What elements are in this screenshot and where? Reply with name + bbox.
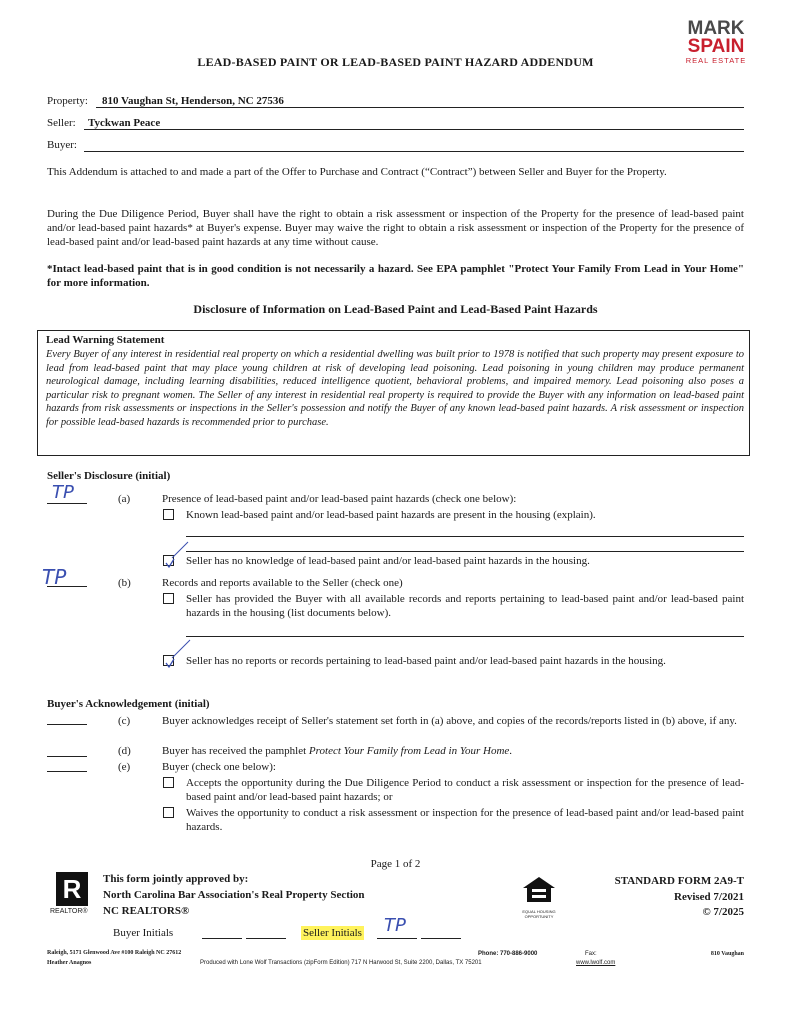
- agent-name: Heather Anagnos: [47, 960, 92, 966]
- option-waives: Waives the opportunity to conduct a risk assessment or inspection for the presence of lead-based paint and/or lead-based paint hazards.: [186, 807, 744, 833]
- approved-line-2: North Carolina Bar Association's Real Property Section: [103, 889, 365, 901]
- intro-paragraph-2: During the Due Diligence Period, Buyer shall have the right to obtain a risk assessment or inspection of the Property for the presence of lead-based paint and/or lead-based paint hazards* at Buyer's expense. Buyer may waive the right to obtain a risk assessment or inspection of the Property for the presence of lead-based paint and/or lead-based paint hazards at any time without cause.: [47, 208, 744, 248]
- item-b-label: (b): [118, 577, 131, 589]
- buyer-ack-heading: Buyer's Acknowledgement (initial): [47, 698, 210, 710]
- property-label: Property:: [47, 95, 88, 107]
- option-no-knowledge: Seller has no knowledge of lead-based paint and/or lead-based paint hazards in the housing.: [186, 555, 590, 567]
- realtor-logo: [56, 872, 88, 906]
- form-revised: Revised 7/2021: [674, 891, 744, 903]
- option-no-records: Seller has no reports or records pertaining to lead-based paint and/or lead-based paint hazards in the housing.: [186, 655, 666, 667]
- realtor-label: REALTOR®: [50, 908, 88, 915]
- option-records-provided: Seller has provided the Buyer with all available records and reports pertaining to lead-based paint and/or lead-based paint hazards in the housing (list documents below).: [186, 593, 744, 619]
- seller-disclosure-heading: Seller's Disclosure (initial): [47, 470, 171, 482]
- page-title: LEAD-BASED PAINT OR LEAD-BASED PAINT HAZARD ADDENDUM: [197, 55, 594, 69]
- item-d-text-post: .: [509, 745, 513, 757]
- file-reference: 810 Vaughan: [710, 951, 744, 957]
- checkbox-known-lead[interactable]: [163, 509, 174, 520]
- logo-mark: MARK: [687, 18, 745, 39]
- buyer-initials-line-1[interactable]: [202, 938, 242, 939]
- documents-line: [186, 636, 744, 637]
- checkbox-waives[interactable]: [163, 807, 174, 818]
- seller-initials-a: TP: [52, 482, 74, 503]
- office-phone: Phone: 770-886-9000: [478, 951, 538, 957]
- pamphlet-title: Protect Your Family from Lead in Your Home: [308, 745, 510, 757]
- seller-line: [84, 129, 744, 130]
- buyer-initials-line-2[interactable]: [246, 938, 286, 939]
- item-a-label: (a): [118, 493, 131, 505]
- item-d-text-pre: Buyer has received the pamphlet: [162, 745, 309, 757]
- office-address: Raleigh, 5171 Glenwood Ave #100 Raleigh NC 27612: [47, 950, 182, 956]
- seller-label: Seller:: [47, 117, 76, 129]
- option-accepts: Accepts the opportunity during the Due Diligence Period to conduct a risk assessment or inspection for the presence of lead-based paint and/or lead-based paint hazards; or: [186, 777, 744, 803]
- initial-line-b: [47, 586, 87, 587]
- initial-line-c[interactable]: [47, 724, 87, 725]
- seller-initials-footer: TP: [384, 915, 406, 936]
- page-number: Page 1 of 2: [370, 858, 421, 870]
- buyer-label: Buyer:: [47, 139, 77, 151]
- produced-with: Produced with Lone Wolf Transactions (zipForm Edition) 717 N Harwood St, Suite 2200, Dallas, TX 75201: [200, 960, 482, 966]
- item-d-text: [162, 744, 512, 758]
- option-known-lead: Known lead-based paint and/or lead-based paint hazards are present in the housing (explain).: [186, 509, 596, 521]
- property-line: [96, 107, 744, 108]
- checkbox-records-provided[interactable]: [163, 593, 174, 604]
- item-e-label: (e): [118, 761, 131, 773]
- item-e-text: Buyer (check one below):: [162, 761, 276, 773]
- intro-paragraph-1: This Addendum is attached to and made a part of the Offer to Purchase and Contract (“Contract”) between Seller and Buyer for the Property.: [47, 166, 667, 178]
- realtor-r-icon: R: [62, 874, 82, 904]
- item-d-label: (d): [118, 745, 131, 757]
- form-name: STANDARD FORM 2A9-T: [614, 875, 744, 887]
- buyer-line: [84, 151, 744, 152]
- intro-note: *Intact lead-based paint that is in good condition is not necessarily a hazard. See EPA pamphlet "Protect Your Family From Lead in Your Home" for more information.: [47, 263, 744, 289]
- lead-warning-text: Every Buyer of any interest in residential real property on which a residential dwelling was built prior to 1978 is notified that such property may present exposure to lead from lead-based paint that may place young children at risk of developing lead poisoning. Lead poisoning in young children may produce permanent neurological damage, including learning disabilities, reduced intelligence quotient, behavioral problems, and impaired memory. Lead poisoning also poses a particular risk to pregnant women. The Seller of any interest in residential real property is required to provide the Buyer with any information on lead-based paint hazards from risk assessments or inspections in the Seller's possession and notify the Buyer of any known lead-based paint hazards. A risk assessment or inspection for possible lead-based hazards is recommended prior to purchase.: [46, 349, 744, 428]
- seller-initials-label: Seller Initials: [303, 927, 362, 939]
- logo-real-estate: REAL ESTATE: [685, 56, 747, 65]
- equal-housing-text: EQUAL HOUSING OPPORTUNITY: [522, 909, 556, 919]
- item-a-text: Presence of lead-based paint and/or lead-based paint hazards (check one below):: [162, 493, 517, 505]
- office-fax: Fax:: [585, 951, 597, 957]
- seller-value: Tyckwan Peace: [88, 117, 161, 129]
- logo-spain: SPAIN: [687, 36, 745, 57]
- item-b-text: Records and reports available to the Seller (check one): [162, 577, 403, 589]
- checkbox-accepts[interactable]: [163, 777, 174, 788]
- seller-initials-line-2: [421, 938, 461, 939]
- lead-warning-title: Lead Warning Statement: [46, 334, 165, 346]
- item-c-label: (c): [118, 715, 131, 727]
- no-knowledge-line: [186, 551, 744, 552]
- website-link[interactable]: www.lwolf.com: [576, 960, 616, 966]
- explain-line: [186, 536, 744, 537]
- seller-initials-b: TP: [42, 565, 67, 589]
- approved-line-3: NC REALTORS®: [103, 905, 190, 917]
- property-value: 810 Vaughan St, Henderson, NC 27536: [102, 95, 284, 107]
- initial-line-a: [47, 503, 87, 504]
- disclosure-heading: Disclosure of Information on Lead-Based Paint and Lead-Based Paint Hazards: [193, 302, 598, 316]
- buyer-initials-label: Buyer Initials: [113, 927, 174, 939]
- seller-initials-line-1: [377, 938, 417, 939]
- item-c-text: Buyer acknowledges receipt of Seller's statement set forth in (a) above, and copies of the records/reports listed in (b) above, if any.: [162, 715, 737, 727]
- initial-line-d[interactable]: [47, 756, 87, 757]
- form-copyright: © 7/2025: [702, 906, 744, 918]
- approved-line-1: This form jointly approved by:: [103, 873, 249, 885]
- initial-line-e[interactable]: [47, 771, 87, 772]
